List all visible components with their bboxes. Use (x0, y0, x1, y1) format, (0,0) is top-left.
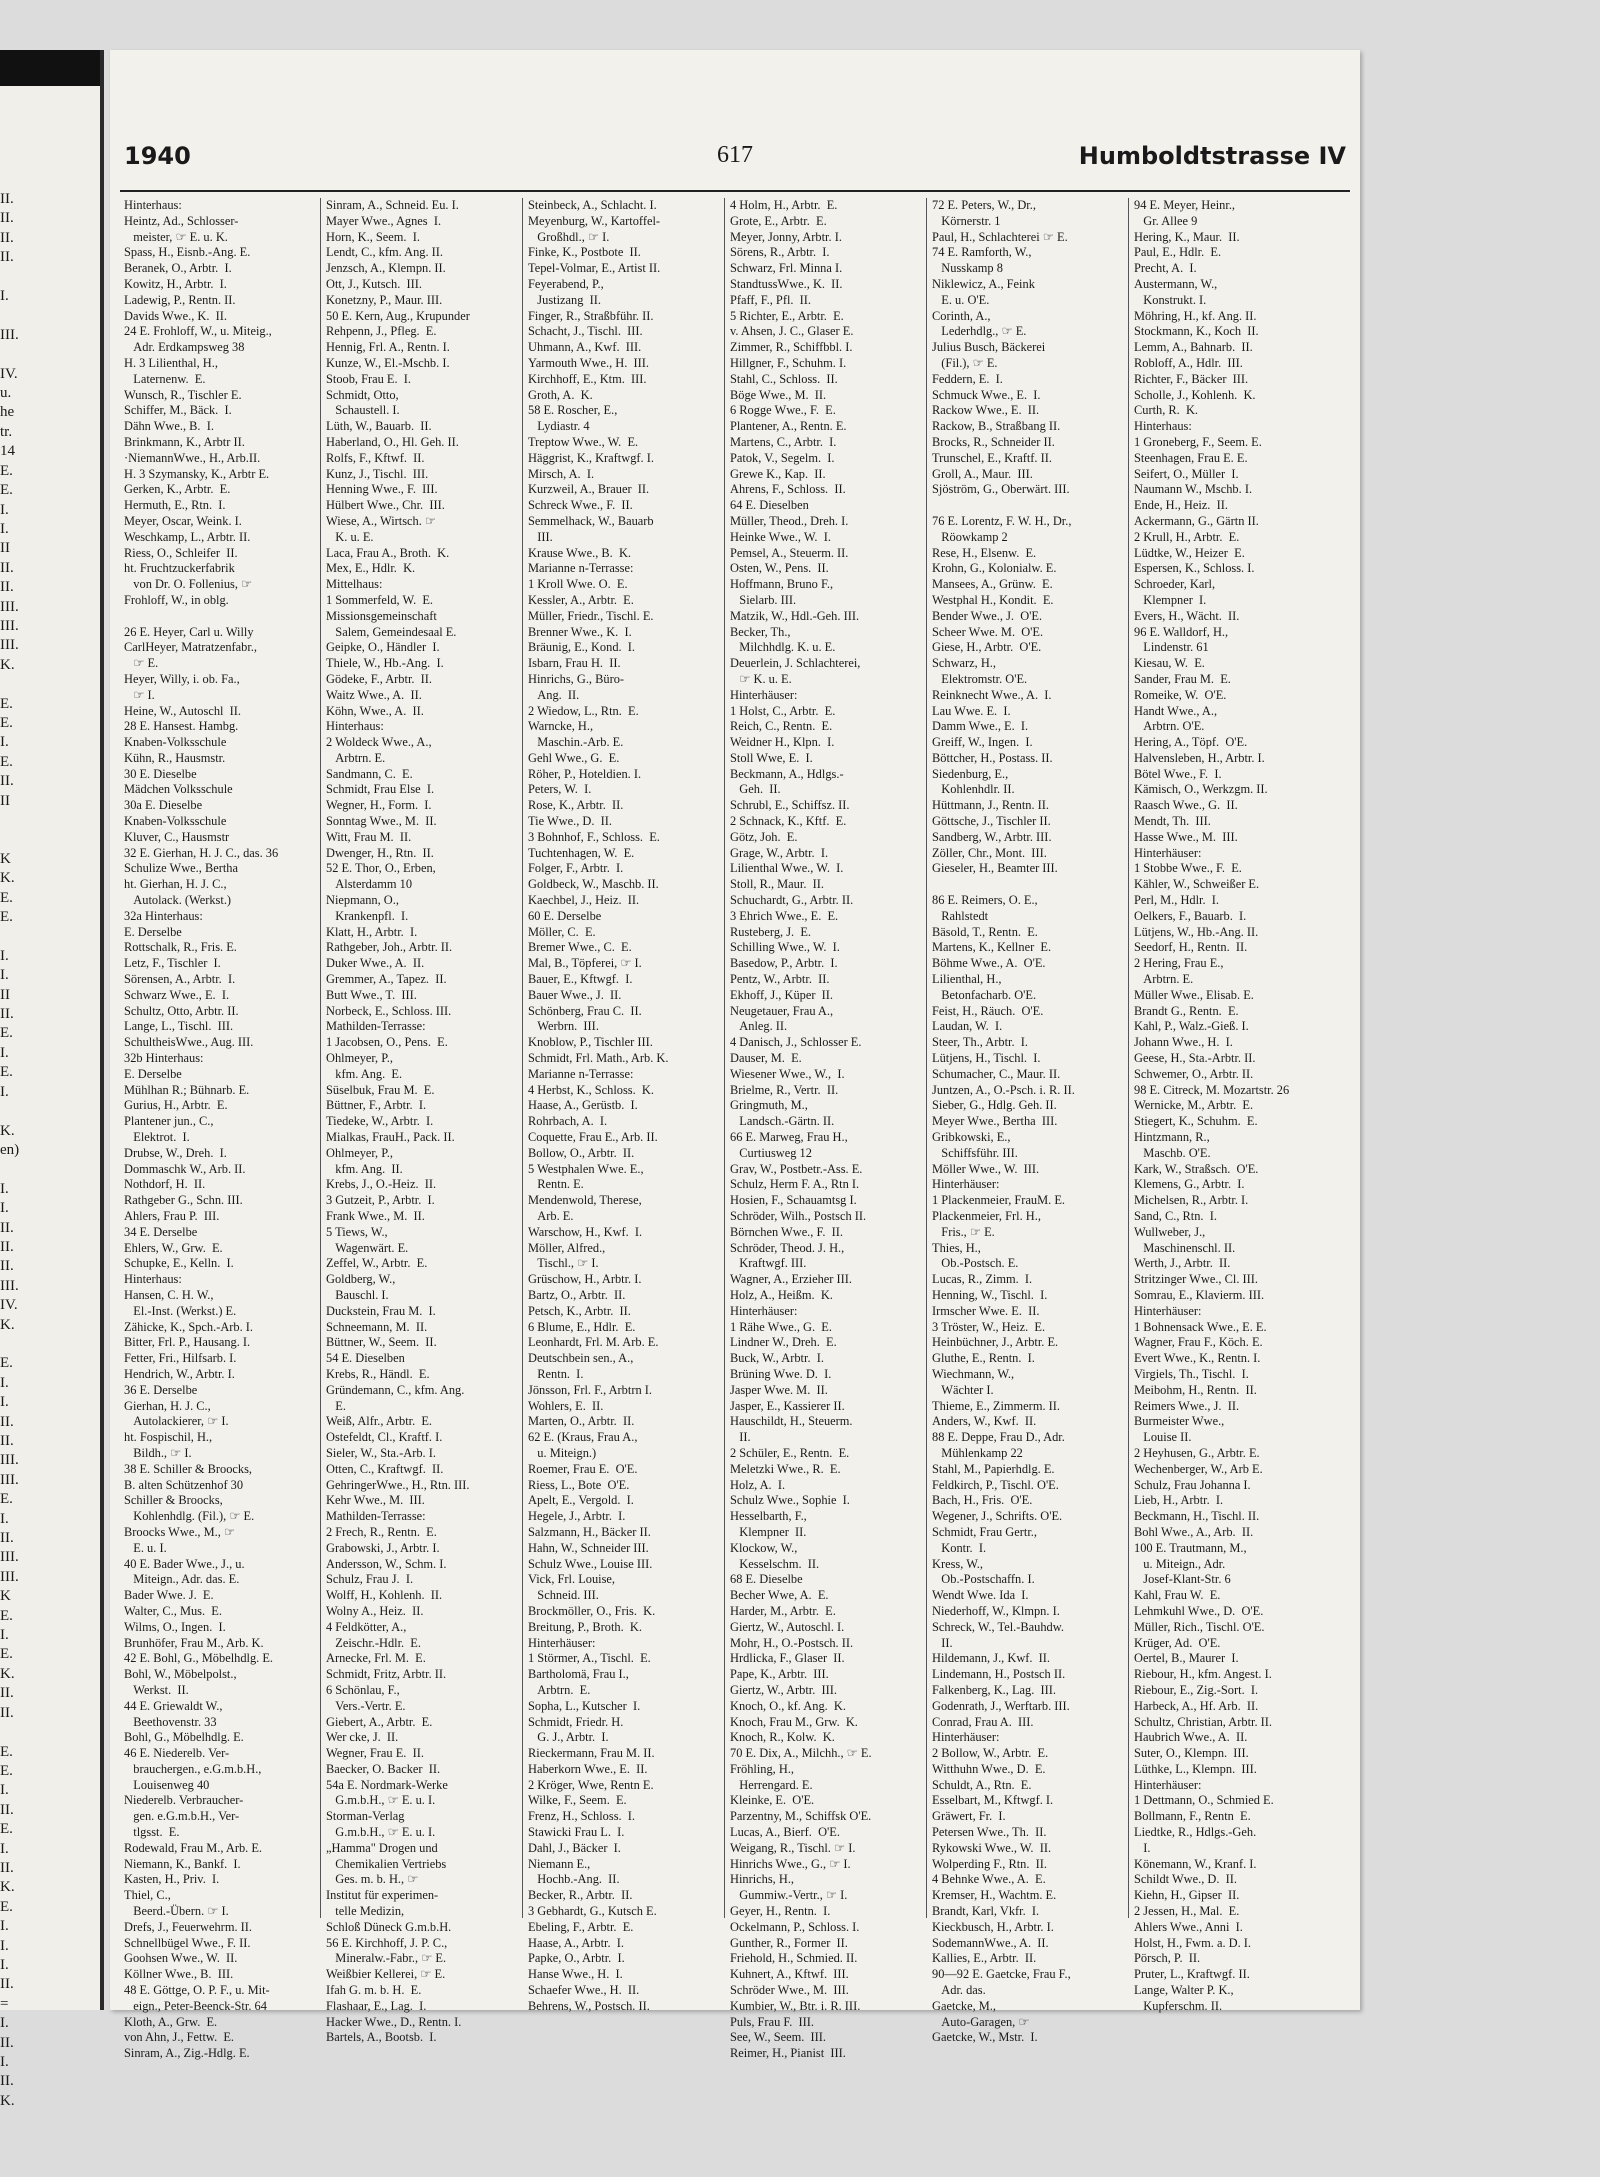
page-number: 617 (717, 142, 753, 168)
page-year: 1940 (124, 142, 191, 170)
column-4: 4 Holm, H., Arbtr. E. Grote, E., Arbtr. E. Meyer, Jonny, Arbtr. I. Sörens, R., Arbtr. I. Schwarz, Frl. Minna I. StandtussWwe., K. II. Pfaff, F., Pfl. II. 5 Richter, E., Arbtr. E. v. Ahsen, J. C., Glaser E. Zimmer, R., Schiffbbl. I. Hillgner, F., Schuhm. I. Stahl, C., Schloss. II. Böge Wwe., M. II. 6 Rogge Wwe., F. E. Plantener, A., Rentn. E. Martens, C., Arbtr. I. Patok, V., Segelm. I. Grewe K., Kap. II. Ahrens, F., Schloss. II. 64 E. Dieselben Müller, Theod., Dreh. I. Heinke Wwe., W. I. Pemsel, A., Steuerm. II. Osten, W., Pens. II. Hoffmann, Bruno F., Sielarb. III. Matzik, W., Hdl.-Geh. III. Becker, Th., Milchhdlg. K. u. E. Deuerlein, J. Schlachterei, ☞ K. u. E. Hinterhäuser: 1 Holst, C., Arbtr. E. Reich, C., Rentn. E. Weidner H., Klpn. I. Stoll Wwe, E. I. Beckmann, A., Hdlgs.- Geh. II. Schrubl, E., Schiffsz. II. 2 Schnack, K., Kftf. E. Götz, Joh. E. Grage, W., Arbtr. I. Lilienthal Wwe., W. I. Stoll, R., Maur. II. Schuchardt, G., Arbtr. II. 3 Ehrich Wwe., E. E. Rusteberg, J. E. Schilling Wwe., W. I. Basedow, P., Arbtr. I. Pentz, W., Arbtr. II. Ekhoff, J., Küper II. Neugetauer, Frau A., Anleg. II. 4 Danisch, J., Schlosser E. Dauser, M. E. Wiesener Wwe., W., I. Brielme, R., Vertr. II. Gringmuth, M., Landsch.-Gärtn. II. 66 E. Marweg, Frau H., Curtiusweg 12 Grav, W., Postbetr.-Ass. E. Schulz, Herm F. A., Rtn I. Hosien, F., Schauamtsg I. Schröder, Wilh., Postsch II. Börnchen Wwe., F. II. Schröder, Theod. J. H., Kraftwgf. III. Wagner, A., Erzieher III. Holz, A., Heißm. K. Hinterhäuser: 1 Rähe Wwe., G. E. Lindner W., Dreh. E. Buck, W., Arbtr. I. Brüning Wwe. D. I. Jasper Wwe. M. II. Jasper, E., Kassierer II. Hauschildt, H., Steuerm. II. 2 Schüler, E., Rentn. E. Meletzki Wwe., R. E. Holz, A. I. Schulz Wwe., Sophie I. Hesselbarth, F., Klempner II. Klockow, W., Kesselschm. II. 68 E. Dieselbe Becher Wwe, A. E. Harder, M., Arbtr. E. Giertz, W., Autoschl. I. Mohr, H., O.-Postsch. II. Hrdlicka, F., Glaser II. Pape, K., Arbtr. III. Giertz, W., Arbtr. III. Knoch, O., kf. Ang. K. Knoch, Frau M., Grw. K. Knoch, R., Kolw. K. 70 E. Dix, A., Milchh., ☞ E. Fröhling, H., Herrengard. E. Kleinke, E. O'E. Parzentny, M., Schiffsk O'E. Lucas, A., Bierf. O'E. Weigang, R., Tischl. ☞ I. Hinrichs Wwe., G., ☞ I. Hinrichs, H., Gummiw.-Vertr., ☞ I. Geyer, H., Rentn. I. Ockelmann, P., Schloss. I. Gunther, R., Former II. Friehold, H., Schmied. II. Kuhnert, A., Kftwf. III. Schröder Wwe., M. III. Kumbier, W., Btr. i. R. III. Puls, Frau F. III. See, W., Seem. III. Reimer, H., Pianist III. (730, 198, 872, 2061)
column-3: Steinbeck, A., Schlacht. I. Meyenburg, W., Kartoffel- Großhdl., ☞ I. Finke, K., Postbote II. Tepel-Volmar, E., Artist II. Feyerabend, P., Justizang II. Finger, R., Straßbführ. II. Schacht, J., Tischl. III. Uhmann, A., Kwf. III. Yarmouth Wwe., H. III. Kirchhoff, E., Ktm. III. Groth, A. K. 58 E. Roscher, E., Lydiastr. 4 Treptow Wwe., W. E. Häggrist, K., Kraftwgf. I. Mirsch, A. I. Kurzweil, A., Brauer II. Schreck Wwe., F. II. Semmelhack, W., Bauarb III. Krause Wwe., B. K. Marianne n-Terrasse: 1 Kroll Wwe. O. E. Kessler, A., Arbtr. E. Müller, Friedr., Tischl. E. Brenner Wwe., K. I. Bräunig, E., Kond. I. Isbarn, Frau H. II. Hinrichs, G., Büro- Ang. II. 2 Wiedow, L., Rtn. E. Warncke, H., Maschin.-Arb. E. Gehl Wwe., G. E. Röher, P., Hoteldien. I. Peters, W. I. Rose, K., Arbtr. II. Tie Wwe., D. II. 3 Bohnhof, F., Schloss. E. Tuchtenhagen, W. E. Folger, F., Arbtr. I. Goldbeck, W., Maschb. II. Kaechbel, J., Heiz. II. 60 E. Derselbe Möller, C. E. Bremer Wwe., C. E. Mal, B., Töpferei, ☞ I. Bauer, E., Kftwgf. I. Bauer Wwe., J. II. Schönberg, Frau C. II. Werbrn. III. Knoblow, P., Tischler III. Schmidt, Frl. Math., Arb. K. Marianne n-Terrasse: 4 Herbst, K., Schloss. K. Haase, A., Gerüstb. I. Rohrbach, A. I. Coquette, Frau E., Arb. II. Bollow, O., Arbtr. II. 5 Westphalen Wwe. E., Rentn. E. Mendenwold, Therese, Arb. E. Warschow, H., Kwf. I. Möller, Alfred., Tischl., ☞ I. Grüschow, H., Arbtr. I. Bartz, O., Arbtr. II. Petsch, K., Arbtr. II. 6 Blume, E., Hdlr. E. Leonhardt, Frl. M. Arb. E. Deutschbein sen., A., Rentn. I. Jönsson, Frl. F., Arbtrn I. Wohlers, E. II. Marten, O., Arbtr. II. 62 E. (Kraus, Frau A., u. Miteign.) Roemer, Frau E. O'E. Riess, L., Bote O'E. Apelt, E., Vergold. I. Hegele, J., Arbtr. I. Salzmann, H., Bäcker II. Hahn, W., Schneider III. Schulz Wwe., Louise III. Vick, Frl. Louise, Schneid. III. Brockmöller, O., Fris. K. Breitung, P., Broth. K. Hinterhäuser: 1 Störmer, A., Tischl. E. Bartholomä, Frau I., Arbtrn. E. Sopha, L., Kutscher I. Schmidt, Friedr. H. G. J., Arbtr. I. Rieckermann, Frau M. II. Haberkorn Wwe., E. II. 2 Kröger, Wwe, Rentn E. Wilke, F., Seem. E. Frenz, H., Schloss. I. Stawicki Frau L. I. Dahl, J., Bäcker I. Niemann E., Hochb.-Ang. II. Becker, R., Arbtr. II. 3 Gebhardt, G., Kutsch E. Ebeling, F., Arbtr. E. Haase, A., Arbtr. I. Papke, O., Arbtr. I. Hanse Wwe., H. I. Schaefer Wwe., H. II. Behrens, W., Postsch. II. (528, 198, 669, 2013)
street-heading: Humboldtstrasse IV (1078, 142, 1346, 170)
page-header (124, 142, 1346, 178)
column-divider (1128, 198, 1129, 1918)
column-divider (522, 198, 523, 1918)
column-divider (320, 198, 321, 1918)
column-divider (926, 198, 927, 1918)
directory-page (110, 50, 1360, 2061)
column-divider (724, 198, 725, 1918)
column-6: 94 E. Meyer, Heinr., Gr. Allee 9 Hering, K., Maur. II. Paul, E., Hdlr. E. Precht, A. I. Austermann, W., Konstrukt. I. Möhring, H., kf. Ang. II. Stockmann, K., Koch II. Lemm, A., Bahnarb. II. Robloff, A., Hdlr. III. Richter, F., Bäcker III. Scholle, J., Kohlenh. K. Curth, R. K. Hinterhaus: 1 Groneberg, F., Seem. E. Steenhagen, Frau E. E. Seifert, O., Müller I. Naumann W., Mschb. I. Ende, H., Heiz. II. Ackermann, G., Gärtn II. 2 Krull, H., Arbtr. E. Lüdtke, W., Heizer E. Espersen, K., Schloss. I. Schroeder, Karl, Klempner I. Evers, H., Wächt. II. 96 E. Walldorf, H., Lindenstr. 61 Kiesau, W. E. Sander, Frau M. E. Romeike, W. O'E. Handt Wwe., A., Arbtrn. O'E. Hering, A., Töpf. O'E. Halvensleben, H., Arbtr. I. Bötel Wwe., F. I. Kämisch, O., Werkzgm. II. Raasch Wwe., G. II. Mendt, Th. III. Hasse Wwe., M. III. Hinterhäuser: 1 Stobbe Wwe., F. E. Kähler, W., Schweißer E. Perl, M., Hdlr. I. Oelkers, F., Bauarb. I. Lütjens, W., Hb.-Ang. II. Seedorf, H., Rentn. II. 2 Hering, Frau E., Arbtrn. E. Müller Wwe., Elisab. E. Brandt G., Rentn. E. Kahl, P., Walz.-Gieß. I. Johann Wwe., H. I. Geese, H., Sta.-Arbtr. II. Schwemer, O., Arbtr. II. 98 E. Citreck, M. Mozartstr. 26 Wernicke, M., Arbtr. E. Stiegert, K., Schuhm. E. Hintzmann, R., Maschb. O'E. Kark, W., Straßsch. O'E. Klemens, G., Arbtr. I. Michelsen, R., Arbtr. I. Sand, C., Rtn. I. Wullweber, J., Maschinenschl. II. Werth, J., Arbtr. II. Stritzinger Wwe., Cl. III. Somrau, E., Klavierm. III. Hinterhäuser: 1 Bohnensack Wwe., E. E. Wagner, Frau F., Köch. E. Evert Wwe., K., Rentn. I. Virgiels, Th., Tischl. I. Meibohm, H., Rentn. II. Reimers Wwe., J. II. Burmeister Wwe., Louise II. 2 Heyhusen, G., Arbtr. E. Wechenberger, W., Arb E. Schulz, Frau Johanna I. Lieb, H., Arbtr. I. Beckmann, H., Tischl. II. Bohl Wwe., A., Arb. II. 100 E. Trautmann, M., u. Miteign., Adr. Josef-Klant-Str. 6 Kahl, Frau W. E. Lehmkuhl Wwe., D. O'E. Müller, Rich., Tischl. O'E. Krüger, Ad. O'E. Oertel, B., Maurer I. Riebour, H., kfm. Angest. I. Riebour, E., Zig.-Sort. I. Harbeck, A., Hf. Arb. II. Schultz, Christian, Arbtr. II. Haubrich Wwe., A. II. Suter, O., Klempn. III. Lüthke, L., Klempn. III. Hinterhäuser: 1 Dettmann, O., Schmied E. Bollmann, F., Rentn E. Liedtke, R., Hdlgs.-Geh. I. Könemann, W., Kranf. I. Schildt Wwe., D. II. Kiehn, H., Gipser II. 2 Jessen, H., Mal. E. Ahlers Wwe., Anni I. Holst, H., Fwm. a. D. I. Pörsch, P. II. Pruter, L., Kraftwgf. II. Lange, Walter P. K., Kupferschm. II. (1134, 198, 1290, 2013)
binding-edge (0, 50, 100, 86)
adjacent-page-markers: II. II. II. II. I. III. IV. u. he tr. 14 E. E. I. I. II II. II. III. III. III. K. E. E. I. E. II. II K K. E. E. I. I. II II. E. I. E. I. K. en) I. I. II. II. II. III. IV. K. E. I. I. II. II. III. III. E. I. II. III. III. K E. I. E. K. II. II. E. E. I. II. E. I. II. K. E. I. I. I. II. = I. II. I. II. K. (0, 191, 20, 2109)
column-5: 72 E. Peters, W., Dr., Körnerstr. 1 Paul, H., Schlachterei ☞ E. 74 E. Ramforth, W., Nusskamp 8 Niklewicz, A., Feink E. u. O'E. Corinth, A., Lederhdlg., ☞ E. Julius Busch, Bäckerei (Fil.), ☞ E. Feddern, E. I. Schmuck Wwe., E. I. Rackow Wwe., E. II. Rackow, B., Straßbang II. Brocks, R., Schneider II. Trunschel, E., Kraftf. II. Groll, A., Maur. III. Sjöström, G., Oberwärt. III. 76 E. Lorentz, F. W. H., Dr., Röowkamp 2 Rese, H., Elsenw. E. Krohn, G., Kolonialw. E. Mansees, A., Grünw. E. Westphal H., Kondit. E. Bender Wwe., J. O'E. Scheer Wwe. M. O'E. Giese, H., Arbtr. O'E. Schwarz, H., Elektromstr. O'E. Reinknecht Wwe., A. I. Lau Wwe. E. I. Damm Wwe., E. I. Greiff, W., Ingen. I. Böttcher, H., Postass. II. Siedenburg, E., Kohlenhdlr. II. Hüttmann, J., Rentn. II. Göttsche, J., Tischler II. Sandberg, W., Arbtr. III. Zöller, Chr., Mont. III. Gieseler, H., Beamter III. 86 E. Reimers, O. E., Rahlstedt Bäsold, T., Rentn. E. Martens, K., Kellner E. Böhme Wwe., A. O'E. Lilienthal, H., Betonfacharb. O'E. Feist, H., Räuch. O'E. Laudan, W. I. Steer, Th., Arbtr. I. Lütjens, H., Tischl. I. Schumacher, C., Maur. II. Juntzen, A., O.-Psch. i. R. II. Sieber, G., Hdlg. Geh. II. Meyer Wwe., Bertha III. Gribkowski, E., Schiffsführ. III. Möller Wwe., W. III. Hinterhäuser: 1 Plackenmeier, FrauM. E. Plackenmeier, Frl. H., Fris., ☞ E. Thies, H., Ob.-Postsch. E. Lucas, R., Zimm. I. Henning, W., Tischl. I. Irmscher Wwe. E. II. 3 Tröster, W., Heiz. E. Heinbüchner, J., Arbtr. E. Gluthe, E., Rentn. I. Wiechmann, W., Wächter I. Thieme, E., Zimmerm. II. Anders, W., Kwf. II. 88 E. Deppe, Frau D., Adr. Mühlenkamp 22 Stahl, M., Papierhdlg. E. Feldkirch, P., Tischl. O'E. Bach, H., Fris. O'E. Wegener, J., Schrifts. O'E. Schmidt, Frau Gertr., Kontr. I. Kress, W., Ob.-Postschaffn. I. Wendt Wwe. Ida I. Niederhoff, W., Klmpn. I. Schreck, W., Tel.-Bauhdw. II. Hildemann, J., Kwf. II. Lindemann, H., Postsch II. Falkenberg, K., Lag. III. Godenrath, J., Werftarb. III. Conrad, Frau A. III. Hinterhäuser: 2 Bollow, W., Arbtr. E. Witthuhn Wwe., D. E. Schuldt, A., Rtn. E. Esselbart, M., Kftwgf. I. Gräwert, Fr. I. Petersen Wwe., Th. II. Rykowski Wwe., W. II. Wolperding F., Rtn. II. 4 Behnke Wwe., A. E. Kremser, H., Wachtm. E. Brandt, Karl, Vkfr. I. Kieckbusch, H., Arbtr. I. SodemannWwe., A. II. Kallies, E., Arbtr. II. 90—92 E. Gaetcke, Frau F., Adr. das. Gaetcke, M., Auto-Garagen, ☞ Gaetcke, W., Mstr. I. (932, 198, 1075, 2045)
column-1: Hinterhaus: Heintz, Ad., Schlosser- meister, ☞ E. u. K. Spass, H., Eisnb.-Ang. E. Beranek, O., Arbtr. I. Kowitz, H., Arbtr. I. Ladewig, P., Rentn. II. Davids Wwe., K. II. 24 E. Frohloff, W., u. Miteig., Adr. Erdkampsweg 38 H. 3 Lilienthal, H., Laternenw. E. Wunsch, R., Tischler E. Schiffer, M., Bäck. I. Dähn Wwe., B. I. Brinkmann, K., Arbtr II. ·NiemannWwe., H., Arb.II. H. 3 Szymansky, K., Arbtr E. Gerken, K., Arbtr. E. Hermuth, E., Rtn. I. Meyer, Oscar, Weink. I. Weschkamp, L., Arbtr. II. Riess, O., Schleifer II. ht. Fruchtzuckerfabrik von Dr. O. Follenius, ☞ Frohloff, W., in oblg. 26 E. Heyer, Carl u. Willy CarlHeyer, Matratzenfabr., ☞ E. Heyer, Willy, i. ob. Fa., ☞ I. Heine, W., Autoschl II. 28 E. Hansest. Hambg. Knaben-Volksschule Kühn, R., Hausmstr. 30 E. Dieselbe Mädchen Volksschule 30a E. Dieselbe Knaben-Volksschule Kluver, C., Hausmstr 32 E. Gierhan, H. J. C., das. 36 Schulize Wwe., Bertha ht. Gierhan, H. J. C., Autolack. (Werkst.) 32a Hinterhaus: E. Derselbe Rottschalk, R., Fris. E. Letz, F., Tischler I. Sörensen, A., Arbtr. I. Schwarz Wwe., E. I. Schultz, Otto, Arbtr. II. Lange, L., Tischl. III. SchultheisWwe., Aug. III. 32b Hinterhaus: E. Derselbe Mühlhan R.; Bühnarb. E. Gurius, H., Arbtr. E. Plantener jun., C., Elektrot. I. Drubse, W., Dreh. I. Dommaschk W., Arb. II. Nothdorf, H. II. Rathgeber G., Schn. III. Ahlers, Frau P. III. 34 E. Derselbe Ehlers, W., Grw. E. Schupke, E., Kelln. I. Hinterhaus: Hansen, C. H. W., El.-Inst. (Werkst.) E. Zähicke, K., Spch.-Arb. I. Bitter, Frl. P., Hausang. I. Fetter, Fri., Hilfsarb. I. Hendrich, W., Arbtr. I. 36 E. Derselbe Gierhan, H. J. C., Autolackierer, ☞ I. ht. Fospischil, H., Bildh., ☞ I. 38 E. Schiller & Broocks, B. alten Schützenhof 30 Schiller & Broocks, Kohlenhdlg. (Fil.), ☞ E. Broocks Wwe., M., ☞ E. u. I. 40 E. Bader Wwe., J., u. Miteign., Adr. das. E. Bader Wwe. J. E. Walter, C., Mus. E. Wilms, O., Ingen. I. Brunhöfer, Frau M., Arb. K. 42 E. Bohl, G., Möbelhdlg. E. Bohl, W., Möbelpolst., Werkst. II. 44 E. Griewaldt W., Beethovenstr. 33 Bohl, G., Möbelhdlg. E. 46 E. Niederelb. Ver- brauchergen., e.G.m.b.H., Louisenweg 40 Niederelb. Verbraucher- gen. e.G.m.b.H., Ver- tlgsst. E. Rodewald, Frau M., Arb. E. Niemann, K., Bankf. I. Kasten, H., Priv. I. Thiel, C., Beerd.-Übern. ☞ I. Drefs, J., Feuerwehrm. II. Schnellbügel Wwe., F. II. Goohsen Wwe., W. II. Köllner Wwe., B. III. 48 E. Göttge, O. P. F., u. Mit- eign., Peter-Beenck-Str. 64 Kloth, A., Grw. E. von Ahn, J., Fettw. E. Sinram, A., Zig.-Hdlg. E. (124, 198, 279, 2061)
adjacent-page-strip (0, 50, 104, 2109)
column-2: Sinram, A., Schneid. Eu. I. Mayer Wwe., Agnes I. Horn, K., Seem. I. Lendt, C., kfm. Ang. II. Jenzsch, A., Klempn. II. Ott, J., Kutsch. III. Konetzny, P., Maur. III. 50 E. Kern, Aug., Krupunder Rehpenn, J., Pfleg. E. Hennig, Frl. A., Rentn. I. Kunze, W., El.-Mschb. I. Stoob, Frau E. I. Schmidt, Otto, Schaustell. I. Lüth, W., Bauarb. II. Haberland, O., Hl. Geh. II. Rolfs, F., Kftwf. II. Kunz, J., Tischl. III. Henning Wwe., F. III. Hülbert Wwe., Chr. III. Wiese, A., Wirtsch. ☞ K. u. E. Laca, Frau A., Broth. K. Mex, E., Hdlr. K. Mittelhaus: 1 Sommerfeld, W. E. Missionsgemeinschaft Salem, Gemeindesaal E. Geipke, O., Händler I. Thiele, W., Hb.-Ang. I. Gödeke, F., Arbtr. II. Waitz Wwe., A. II. Köhn, Wwe., A. II. Hinterhaus: 2 Woldeck Wwe., A., Arbtrn. E. Sandmann, C. E. Schmidt, Frau Else I. Wegner, H., Form. I. Sonntag Wwe., M. II. Witt, Frau M. II. Dwenger, H., Rtn. II. 52 E. Thor, O., Erben, Alsterdamm 10 Niepmann, O., Krankenpfl. I. Klatt, H., Arbtr. I. Rathgeber, Joh., Arbtr. II. Duker Wwe., A. II. Gremmer, A., Tapez. II. Butt Wwe., T. III. Norbeck, E., Schloss. III. Mathilden-Terrasse: 1 Jacobsen, O., Pens. E. Ohlmeyer, P., kfm. Ang. E. Süselbuk, Frau M. E. Büttner, F., Arbtr. I. Tiedeke, W., Arbtr. I. Mialkas, FrauH., Pack. II. Ohlmeyer, P., kfm. Ang. II. Krebs, J., O.-Heiz. II. 3 Gutzeit, P., Arbtr. I. Frank Wwe., M. II. 5 Tiews, W., Wagenwärt. E. Zeffel, W., Arbtr. E. Goldberg, W., Bauschl. I. Duckstein, Frau M. I. Schneemann, M. II. Büttner, W., Seem. II. 54 E. Dieselben Krebs, R., Händl. E. Gründemann, C., kfm. Ang. E. Weiß, Alfr., Arbtr. E. Ostefeldt, Cl., Kraftf. I. Sieler, W., Sta.-Arb. I. Otten, C., Kraftwgf. II. GehringerWwe., H., Rtn. III. Kehr Wwe., M. III. Mathilden-Terrasse: 2 Frech, R., Rentn. E. Grabowski, J., Arbtr. I. Andersson, W., Schm. I. Schulz, Frau J. I. Wolff, H., Kohlenh. II. Wolny A., Heiz. II. 4 Feldkötter, A., Zeischr.-Hdlr. E. Arnecke, Frl. M. E. Schmidt, Fritz, Arbtr. II. 6 Schönlau, F., Vers.-Vertr. E. Giebert, A., Arbtr. E. Wer cke, J. II. Wegner, Frau E. II. Baecker, O. Backer II. 54a E. Nordmark-Werke G.m.b.H., ☞ E. u. I. Storman-Verlag G.m.b.H., ☞ E. u. I. „Hamma" Drogen und Chemikalien Vertriebs Ges. m. b. H., ☞ Institut für experimen- telle Medizin, Schloß Düneck G.m.b.H. 56 E. Kirchhoff, J. P. C., Mineralw.-Fabr., ☞ E. Weißbier Kellerei, ☞ E. Ifah G. m. b. H. E. Flashaar, E., Lag. I. Hacker Wwe., D., Rentn. I. Bartels, A., Bootsb. I. (326, 198, 470, 2045)
header-rule (120, 190, 1350, 192)
